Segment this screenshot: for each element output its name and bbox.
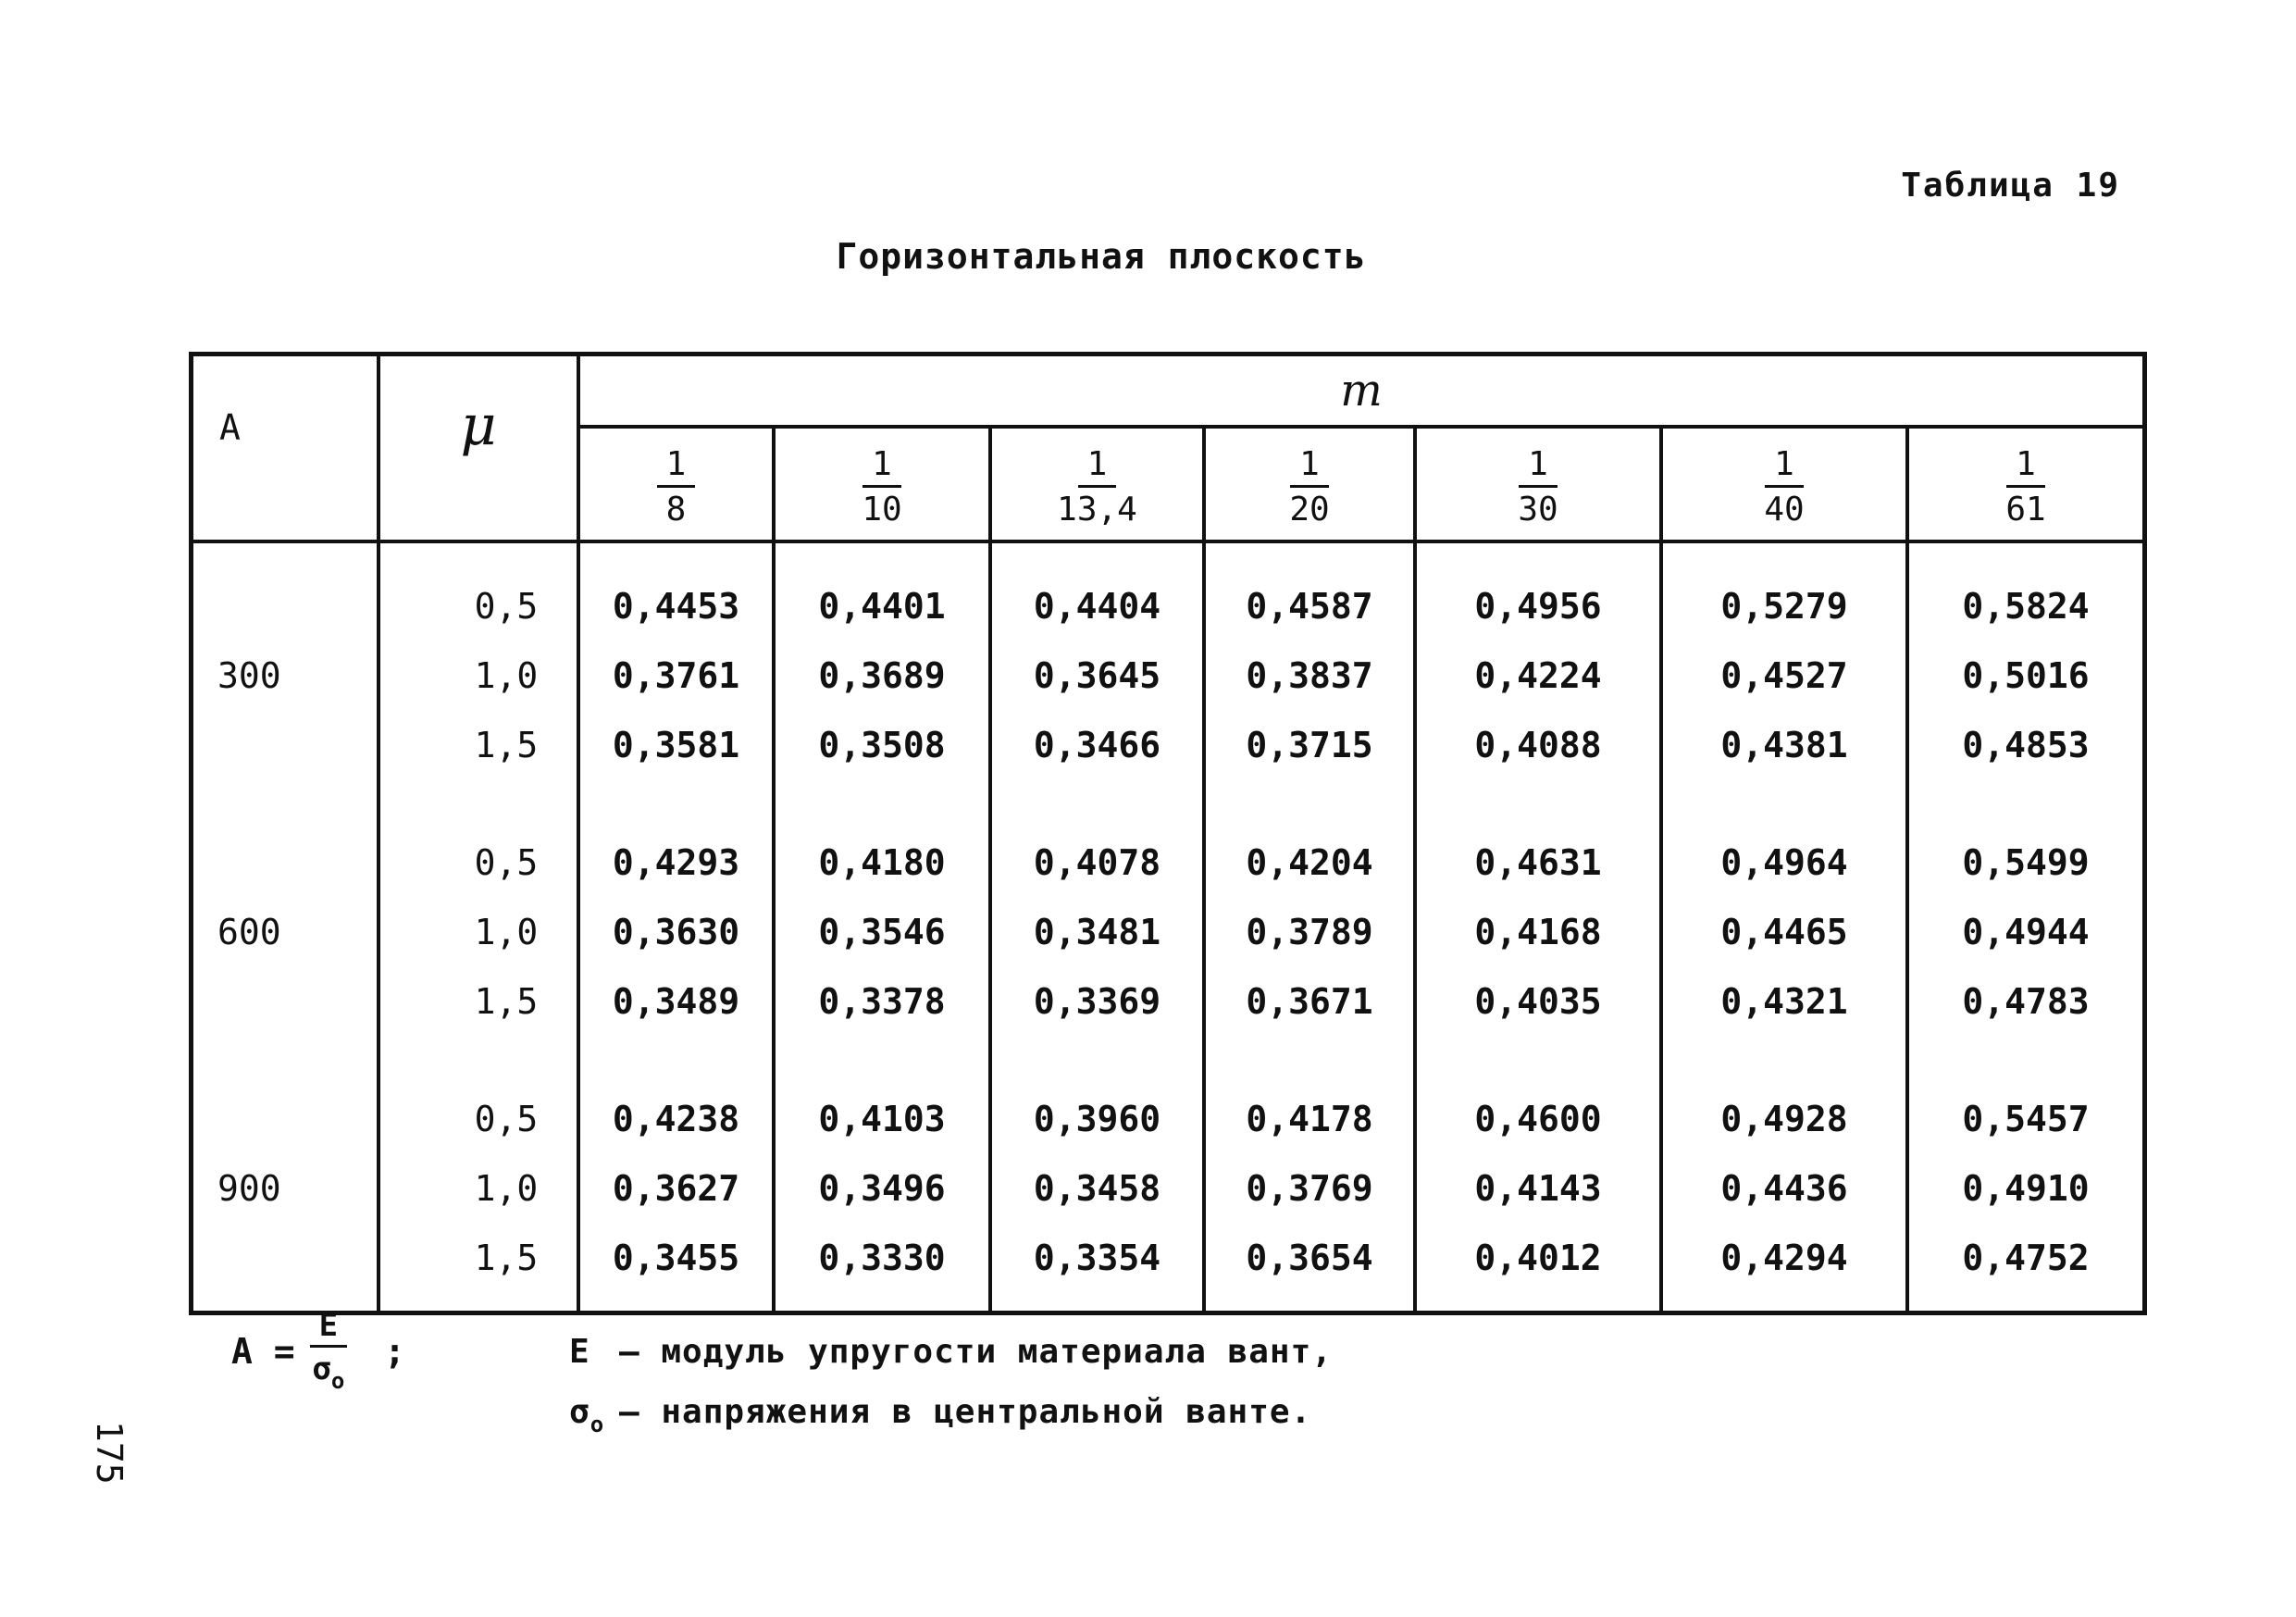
legend-item: E – модуль упругости материала вант, (569, 1333, 1333, 1371)
legend-item: $\sigma_o$ – напряжения в центральной ванте. (569, 1393, 1312, 1437)
a-value (192, 966, 379, 1036)
a-value (192, 710, 379, 779)
mu-value: 0,5 (379, 827, 578, 897)
table-row (192, 966, 2145, 1036)
table-cell: 0,4956 (1415, 541, 1661, 641)
header-m-1-61: $\frac{1}{61}$ (1907, 427, 2145, 541)
table-cell: 0,3354 (990, 1223, 1204, 1313)
table-cell: 0,4631 (1415, 827, 1661, 897)
header-mu: μ (379, 354, 578, 542)
header-m: m (578, 354, 2145, 428)
table-row (192, 541, 2145, 641)
table-cell: 0,3378 (774, 966, 990, 1036)
header-m-1-13-4: $\frac{1}{13,4}$ (990, 427, 1204, 541)
a-value (192, 1223, 379, 1313)
table-cell: 0,4168 (1415, 897, 1661, 966)
table-cell: 0,3761 (578, 641, 774, 710)
table-cell: 0,3630 (578, 897, 774, 966)
table-cell: 0,3789 (1204, 897, 1415, 966)
table-cell: 0,3489 (578, 966, 774, 1036)
a-value (192, 827, 379, 897)
table-cell: 0,4180 (774, 827, 990, 897)
header-a: A (192, 354, 379, 542)
table-cell: 0,5824 (1907, 541, 2145, 641)
mu-value: 1,5 (379, 966, 578, 1036)
table-cell: 0,4436 (1661, 1153, 1907, 1223)
table-cell: 0,3508 (774, 710, 990, 779)
formula-fraction: $\frac{E}{\sigma_o}$ (310, 1310, 347, 1392)
table-label: Таблица 19 (1901, 167, 2120, 205)
mu-value: 1,0 (379, 1153, 578, 1223)
table-cell: 0,4178 (1204, 1084, 1415, 1153)
data-table (189, 352, 2147, 1315)
table-cell: 0,4035 (1415, 966, 1661, 1036)
header-m-1-8: $\frac{1}{8}$ (578, 427, 774, 541)
table-cell: 0,3455 (578, 1223, 774, 1313)
table-cell: 0,4752 (1907, 1223, 2145, 1313)
formula (231, 1307, 406, 1394)
table-cell: 0,4465 (1661, 897, 1907, 966)
a-value (192, 541, 379, 641)
table-cell: 0,3837 (1204, 641, 1415, 710)
table-row (192, 1153, 2145, 1223)
table-cell: 0,3960 (990, 1084, 1204, 1153)
table-cell: 0,4944 (1907, 897, 2145, 966)
header-m-1-20: $\frac{1}{20}$ (1204, 427, 1415, 541)
table-cell: 0,3715 (1204, 710, 1415, 779)
table-cell: 0,4404 (990, 541, 1204, 641)
table-row (192, 641, 2145, 710)
table-caption: Горизонтальная плоскость (836, 236, 1367, 277)
table-cell: 0,3654 (1204, 1223, 1415, 1313)
table-body (192, 541, 2145, 1313)
mu-value: 1,0 (379, 641, 578, 710)
table-cell: 0,4401 (774, 541, 990, 641)
table-cell: 0,4078 (990, 827, 1204, 897)
table-cell: 0,3581 (578, 710, 774, 779)
table-cell: 0,3330 (774, 1223, 990, 1313)
table-cell: 0,3496 (774, 1153, 990, 1223)
table-cell: 0,3481 (990, 897, 1204, 966)
table-cell: 0,5279 (1661, 541, 1907, 641)
table-cell: 0,4587 (1204, 541, 1415, 641)
formula-lhs: A = (231, 1330, 295, 1372)
table-cell: 0,5499 (1907, 827, 2145, 897)
table-cell: 0,4381 (1661, 710, 1907, 779)
table-cell: 0,5457 (1907, 1084, 2145, 1153)
table-cell: 0,5016 (1907, 641, 2145, 710)
table-cell: 0,3458 (990, 1153, 1204, 1223)
table-cell: 0,4012 (1415, 1223, 1661, 1313)
table-cell: 0,3689 (774, 641, 990, 710)
table-cell: 0,4238 (578, 1084, 774, 1153)
table-cell: 0,3546 (774, 897, 990, 966)
table-cell: 0,4928 (1661, 1084, 1907, 1153)
header-m-1-30: $\frac{1}{30}$ (1415, 427, 1661, 541)
table-cell: 0,3645 (990, 641, 1204, 710)
table-cell: 0,3671 (1204, 966, 1415, 1036)
table-cell: 0,3466 (990, 710, 1204, 779)
mu-value: 1,5 (379, 1223, 578, 1313)
table-cell: 0,3627 (578, 1153, 774, 1223)
a-value: 600 (192, 897, 379, 966)
table-row (192, 897, 2145, 966)
table-cell: 0,4321 (1661, 966, 1907, 1036)
table-cell: 0,4103 (774, 1084, 990, 1153)
table-row (192, 710, 2145, 779)
table-cell: 0,4294 (1661, 1223, 1907, 1313)
mu-value: 1,5 (379, 710, 578, 779)
header-m-1-40: $\frac{1}{40}$ (1661, 427, 1907, 541)
table-cell: 0,4600 (1415, 1084, 1661, 1153)
table-row (192, 827, 2145, 897)
a-value: 900 (192, 1153, 379, 1223)
a-value: 300 (192, 641, 379, 710)
table-cell: 0,4964 (1661, 827, 1907, 897)
table-cell: 0,4910 (1907, 1153, 2145, 1223)
table-cell: 0,4293 (578, 827, 774, 897)
table-row (192, 1084, 2145, 1153)
header-m-1-10: $\frac{1}{10}$ (774, 427, 990, 541)
table-cell: 0,4453 (578, 541, 774, 641)
group-spacer (192, 779, 2145, 827)
formula-separator: ; (384, 1330, 406, 1372)
a-value (192, 1084, 379, 1153)
page-number: 175 (89, 1421, 130, 1485)
table-cell: 0,4088 (1415, 710, 1661, 779)
legend (569, 1328, 1333, 1449)
table-cell: 0,3369 (990, 966, 1204, 1036)
table-cell: 0,4143 (1415, 1153, 1661, 1223)
table-cell: 0,4224 (1415, 641, 1661, 710)
table-row (192, 1223, 2145, 1313)
table-cell: 0,4853 (1907, 710, 2145, 779)
table-cell: 0,4204 (1204, 827, 1415, 897)
mu-value: 0,5 (379, 1084, 578, 1153)
mu-value: 0,5 (379, 541, 578, 641)
group-spacer (192, 1036, 2145, 1084)
table-cell: 0,4527 (1661, 641, 1907, 710)
table-cell: 0,3769 (1204, 1153, 1415, 1223)
table-cell: 0,4783 (1907, 966, 2145, 1036)
mu-value: 1,0 (379, 897, 578, 966)
